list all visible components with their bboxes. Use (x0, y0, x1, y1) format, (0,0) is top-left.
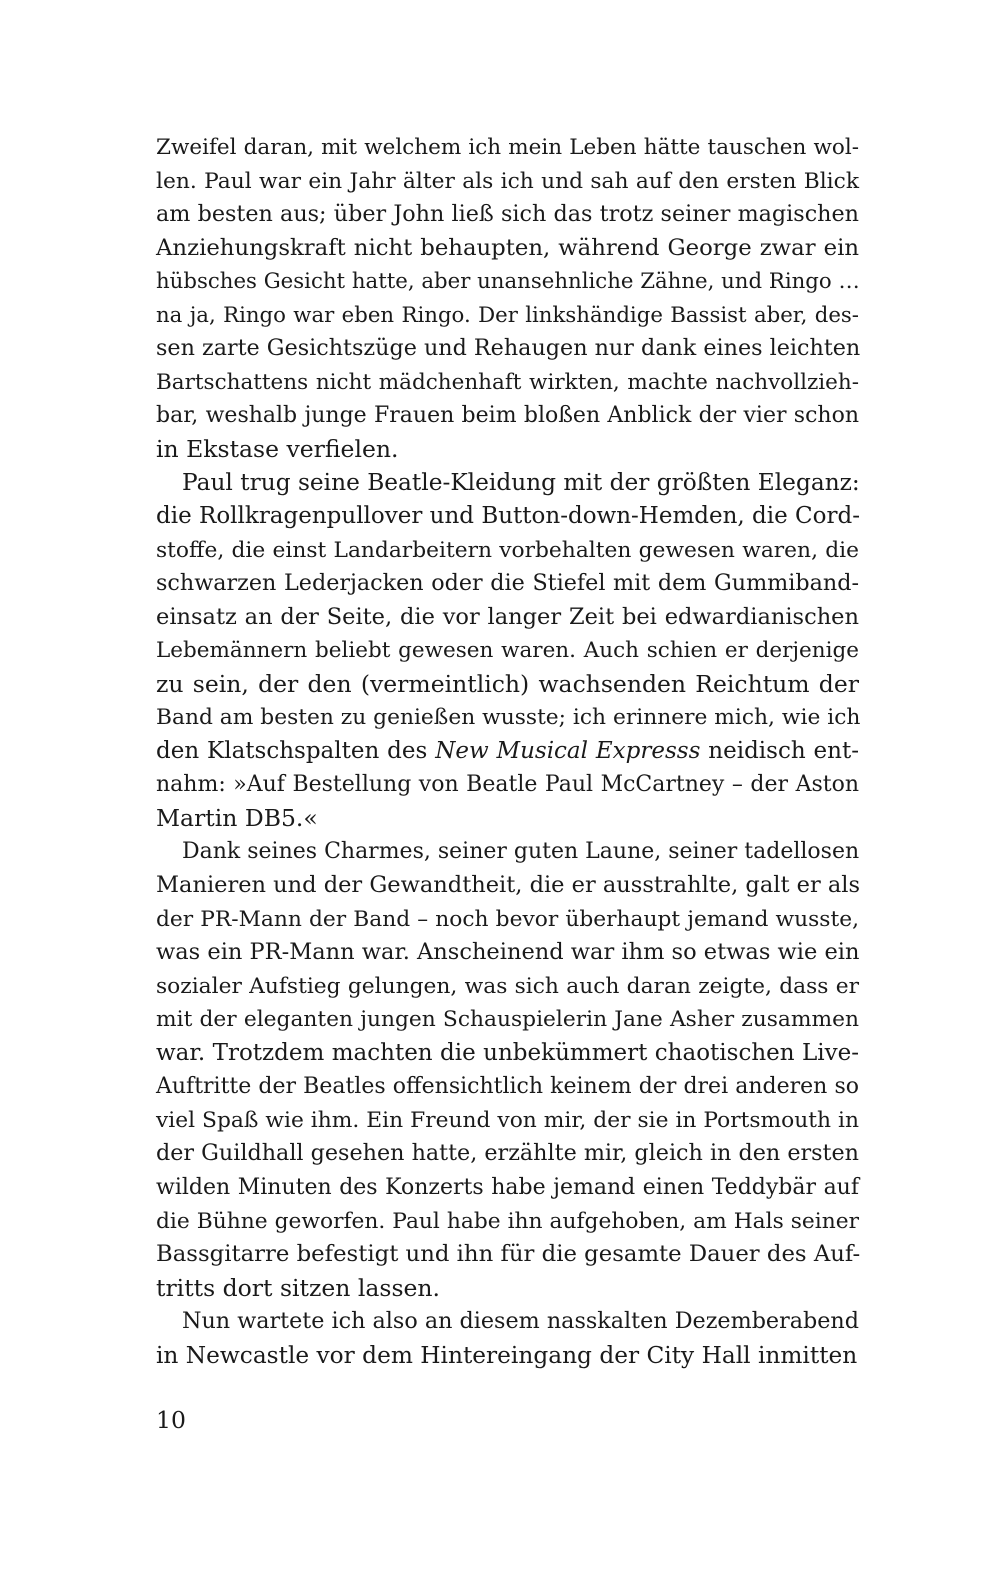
line-text: der Guildhall gesehen hatte, erzählte mir, gleich in den ersten (156, 1140, 859, 1167)
line-text: viel Spaß wie ihm. Ein Freund von mir, der sie in Portsmouth in (156, 1107, 859, 1133)
line-text: len. Paul war ein Jahr älter als ich und sah auf den ersten Blick (156, 168, 859, 194)
line-text: Paul trug seine Beatle-Kleidung mit der größten Eleganz: (182, 469, 860, 497)
text-line (156, 802, 859, 836)
line-text: zu sein, der den (vermeintlich) wachsenden Reichtum der (156, 669, 859, 698)
line-text: Zweifel daran, mit welchem ich mein Leben hätte tauschen wol- (156, 135, 859, 160)
text-line (156, 768, 859, 802)
body-text (156, 131, 859, 1372)
line-text: am besten aus; über John ließ sich das trotz seiner magischen (156, 201, 859, 228)
line-text: Band am besten zu genießen wusste; ich erinnere mich, wie ich (156, 705, 861, 731)
line-text: wilden Minuten des Konzerts habe jemand einen Teddybär auf (156, 1174, 859, 1200)
text-line (156, 232, 859, 266)
text-line (156, 399, 859, 433)
line-text: den Klatschspalten des (156, 737, 436, 764)
text-line (156, 634, 859, 668)
text-line (156, 903, 859, 937)
text-line (156, 131, 859, 165)
text-line (156, 1339, 859, 1373)
text-line (156, 1238, 859, 1272)
text-line (156, 299, 859, 333)
paragraph (156, 131, 859, 466)
text-line (156, 1305, 859, 1339)
text-line (156, 567, 859, 601)
paragraph (156, 1305, 859, 1372)
line-text: Nun wartete ich also an diesem nasskalten Dezemberabend (182, 1308, 859, 1335)
line-text: tritts dort sitzen lassen. (156, 1273, 441, 1302)
line-text: Dank seines Charmes, seiner guten Laune, seiner tadellosen (182, 839, 860, 865)
line-text: die Rollkragenpullover und Button-down-Hemden, die Cord- (156, 503, 860, 530)
text-line (156, 701, 859, 735)
text-line (156, 366, 859, 400)
line-text: in Newcastle vor dem Hintereingang der City Hall inmitten (156, 1341, 858, 1369)
text-line (156, 1104, 859, 1138)
text-line (156, 1171, 859, 1205)
line-text: stoffe, die einst Landarbeitern vorbehalten gewesen waren, die (156, 537, 859, 563)
line-text: Bartschattens nicht mädchenhaft wirkten, machte nachvollzieh- (156, 369, 859, 395)
line-text: sozialer Aufstieg gelungen, was sich auch daran zeigte, dass er (156, 973, 859, 999)
text-line (156, 1137, 859, 1171)
line-text: die Bühne geworfen. Paul habe ihn aufgehoben, am Hals seiner (156, 1208, 859, 1234)
line-text: sen zarte Gesichtszüge und Rehaugen nur dank eines leichten (156, 335, 861, 362)
line-text: war. Trotzdem machten die unbekümmert chaotischen Live- (156, 1039, 859, 1066)
line-text: Anziehungskraft nicht behaupten, während George zwar ein (156, 234, 859, 261)
publication-title: New Musical Expresss (435, 737, 701, 764)
text-line (156, 601, 859, 635)
text-line (156, 265, 859, 299)
text-line (156, 970, 859, 1004)
line-text: in Ekstase verfielen. (156, 434, 399, 463)
text-line (156, 869, 859, 903)
line-text: der PR-Mann der Band – noch bevor überhaupt jemand wusste, (156, 906, 859, 932)
text-line (156, 466, 859, 500)
text-line (156, 1003, 859, 1037)
paragraph (156, 835, 859, 1305)
line-text: na ja, Ringo war eben Ringo. Der linkshändige Bassist aber, des- (156, 302, 859, 328)
line-text: nahm: »Auf Bestellung von Beatle Paul McCartney – der Aston (156, 772, 859, 798)
text-line (156, 735, 859, 769)
text-line (156, 165, 859, 199)
line-text: Manieren und der Gewandtheit, die er ausstrahlte, galt er als (156, 872, 861, 899)
text-line (156, 1037, 859, 1071)
line-text: hübsches Gesicht hatte, aber unansehnliche Zähne, und Ringo … (156, 269, 860, 295)
line-text: mit der eleganten jungen Schauspielerin Jane Asher zusammen (156, 1007, 859, 1033)
text-line (156, 198, 859, 232)
line-text: Auftritte der Beatles offensichtlich keinem der drei anderen so (156, 1074, 859, 1100)
page-number: 10 (156, 1406, 186, 1434)
paragraph (156, 466, 859, 835)
text-line (156, 1205, 859, 1239)
text-line (156, 534, 859, 568)
text-line (156, 835, 859, 869)
text-line (156, 936, 859, 970)
text-line (156, 1272, 859, 1306)
text-line (156, 332, 859, 366)
line-text: neidisch ent- (700, 737, 859, 764)
line-text: Bassgitarre befestigt und ihn für die gesamte Dauer des Auf- (156, 1241, 861, 1268)
line-text: Martin DB5.« (156, 803, 318, 832)
line-text: bar, weshalb junge Frauen beim bloßen Anblick der vier schon (156, 403, 859, 429)
line-text: einsatz an der Seite, die vor langer Zeit bei edwardianischen (156, 603, 859, 630)
text-line (156, 500, 859, 534)
text-line (156, 433, 859, 467)
text-line (156, 668, 859, 702)
text-line (156, 1070, 859, 1104)
line-text: Lebemännern beliebt gewesen waren. Auch schien er derjenige (156, 638, 859, 664)
line-text: schwarzen Lederjacken oder die Stiefel mit dem Gummiband- (156, 570, 859, 597)
line-text: was ein PR-Mann war. Anscheinend war ihm so etwas wie ein (156, 939, 860, 966)
